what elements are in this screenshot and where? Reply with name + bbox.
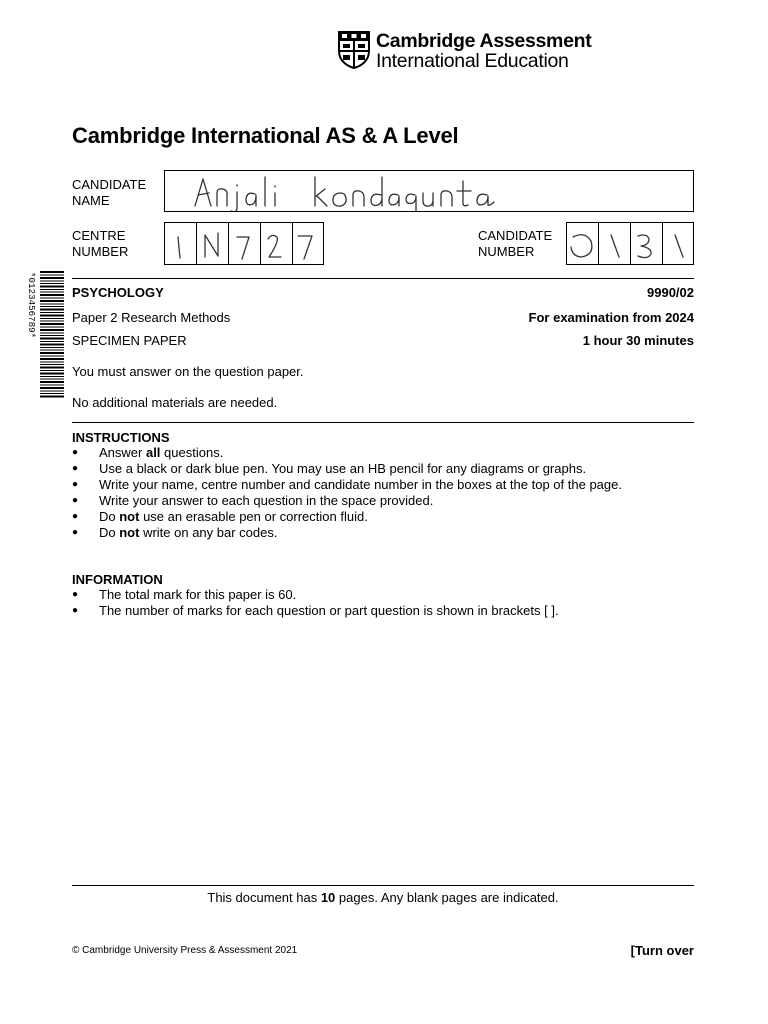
information-item: ● The number of marks for each question or part question is shown in brackets [ ].	[72, 603, 694, 619]
centre-number-field[interactable]	[164, 222, 324, 265]
information-item: ● The total mark for this paper is 60.	[72, 587, 694, 603]
org-name-line2: International Education	[376, 50, 569, 72]
qualification-title: Cambridge International AS & A Level	[72, 123, 459, 148]
candidate-number-label	[478, 228, 552, 260]
turn-over: [Turn over	[630, 943, 694, 958]
candidate-number-label-line2: NUMBER	[478, 244, 535, 259]
centre-number-label	[72, 228, 128, 260]
paper-title: Paper 2 Research Methods	[72, 310, 231, 325]
exam-from: For examination from 2024	[528, 310, 694, 325]
divider-top	[72, 278, 694, 279]
candidate-number-field[interactable]	[566, 222, 694, 265]
handwritten-name	[165, 171, 693, 211]
candidate-name-label	[72, 177, 146, 209]
candidate-name-label-line2: NAME	[72, 193, 110, 208]
instruction-item: ● Write your name, centre number and candidate number in the boxes at the top of the page.	[72, 477, 694, 493]
instruction-item: ● Answer all questions.	[72, 445, 694, 461]
candidate-name-field[interactable]	[164, 170, 694, 212]
org-name-line1: Cambridge Assessment	[376, 30, 592, 52]
candidate-number-label-line1: CANDIDATE	[478, 228, 553, 243]
answer-note: You must answer on the question paper.	[72, 364, 304, 379]
centre-number-label-line2: NUMBER	[72, 244, 129, 259]
organisation-logo	[376, 31, 591, 71]
information-heading: INFORMATION	[72, 572, 163, 587]
divider-bottom	[72, 885, 694, 886]
instructions-heading: INSTRUCTIONS	[72, 430, 170, 445]
copyright: © Cambridge University Press & Assessment 2021	[72, 945, 298, 956]
page-count-note: This document has 10 pages. Any blank pages are indicated.	[207, 890, 559, 905]
cambridge-crest-icon	[338, 31, 370, 69]
exam-duration: 1 hour 30 minutes	[582, 333, 694, 348]
instructions-list	[72, 445, 694, 541]
centre-number-handwriting	[165, 223, 323, 264]
instruction-item: ● Do not use an erasable pen or correction fluid.	[72, 509, 694, 525]
barcode	[26, 271, 64, 399]
candidate-name-label-line1: CANDIDATE	[72, 177, 147, 192]
instruction-item: ● Do not write on any bar codes.	[72, 525, 694, 541]
barcode-text: *0123456789*	[26, 272, 37, 339]
centre-number-label-line1: CENTRE	[72, 228, 126, 243]
subject-name: PSYCHOLOGY	[72, 285, 164, 300]
materials-note: No additional materials are needed.	[72, 395, 278, 410]
divider-middle	[72, 422, 694, 423]
instruction-item: ● Use a black or dark blue pen. You may use an HB pencil for any diagrams or graphs.	[72, 461, 694, 477]
paper-type: SPECIMEN PAPER	[72, 333, 187, 348]
information-list	[72, 587, 694, 619]
candidate-number-handwriting	[567, 223, 693, 264]
instruction-item: ● Write your answer to each question in the space provided.	[72, 493, 694, 509]
syllabus-code: 9990/02	[647, 285, 694, 300]
